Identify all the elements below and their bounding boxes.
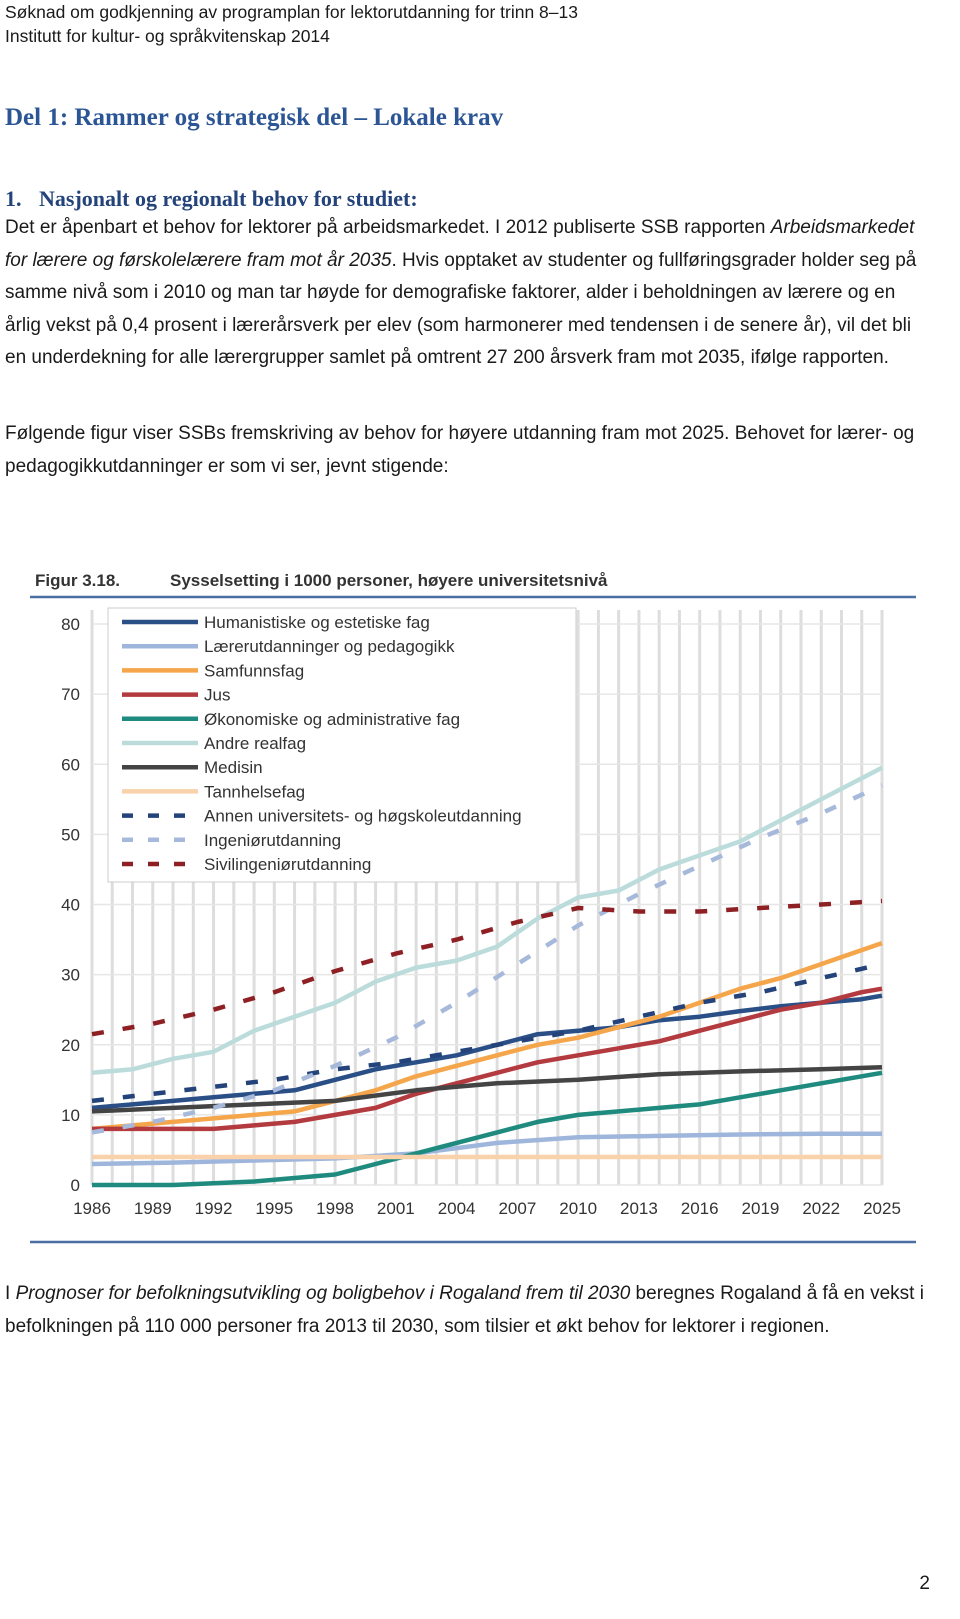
rogaland-text-a: I (5, 1283, 16, 1304)
legend-label: Økonomiske og administrative fag (204, 709, 461, 729)
y-tick-label: 0 (70, 1176, 80, 1195)
page-number: 2 (919, 1573, 930, 1594)
series-line (92, 1134, 882, 1164)
legend-label: Humanistiske og estetiske fag (204, 613, 430, 632)
legend-label: Andre realfag (204, 734, 307, 753)
y-tick-label: 80 (61, 615, 80, 635)
x-tick-label: 2007 (498, 1199, 537, 1218)
y-tick-label: 30 (61, 965, 80, 985)
section-title: Del 1: Rammer og strategisk del – Lokale krav (5, 104, 504, 131)
x-tick-label: 2001 (376, 1199, 415, 1218)
header-line-2: Institutt for kultur- og språkvitenskap 2014 (5, 26, 330, 46)
figure-label: Figur 3.18. (35, 571, 121, 590)
legend-label: Annen universitets- og høgskoleutdanning (204, 806, 522, 826)
chart-title: Sysselsetting i 1000 personer, høyere universitetsnivå (170, 571, 608, 590)
subsection-title: Nasjonalt og regionalt behov for studiet: (39, 186, 418, 211)
rogaland-paragraph (5, 1278, 945, 1343)
y-tick-label: 50 (61, 825, 80, 845)
x-tick-label: 1986 (73, 1199, 111, 1218)
intro-text-b: . Hvis opptaket av studenter og fullføringsgrader holder seg på samme nivå som i 2010 og man tar høyde for demografiske faktorer, alder i beholdningen av lærere og en årlig vekst på 0,4 prosent i lærerårsverk per elev (som harmonerer med tendensen i de senere år), vil det bli en underdekning for alle lærergrupper samlet på omtrent 27 200 årsverk fram mot 2035, ifølge rapporten. (5, 249, 917, 368)
x-tick-label: 2016 (680, 1199, 719, 1218)
x-tick-label: 1995 (255, 1199, 294, 1218)
subsection-number: 1. (5, 186, 22, 211)
subsection-heading (5, 186, 418, 212)
document-header (5, 0, 578, 48)
rogaland-text-b: beregnes Rogaland å få en vekst i befolkningen på 110 000 personer fra 2013 til 2030, som tilsier et økt behov for lektorer i regionen. (5, 1283, 924, 1337)
intro-paragraph (5, 212, 935, 375)
x-tick-label: 2010 (559, 1199, 598, 1218)
intro-text-a: Det er åpenbart et behov for lektorer på arbeidsmarkedet. I 2012 publiserte SSB rapporten (5, 217, 771, 238)
header-line-1: Søknad om godkjenning av programplan for lektorutdanning for trinn 8–13 (5, 2, 578, 22)
y-tick-label: 20 (61, 1035, 80, 1055)
x-tick-label: 1998 (316, 1199, 354, 1218)
x-tick-label: 2004 (437, 1199, 476, 1218)
legend-label: Samfunnsfag (204, 661, 305, 681)
legend-label: Sivilingeniørutdanning (204, 855, 372, 874)
legend-label: Tannhelsefag (204, 782, 306, 802)
prognosis-title: Prognoser for befolkningsutvikling og boligbehov i Rogaland frem til 2030 (15, 1283, 631, 1304)
legend-label: Ingeniørutdanning (204, 830, 342, 850)
chart-svg (30, 562, 920, 1252)
x-tick-label: 2022 (802, 1199, 841, 1218)
x-tick-label: 1989 (133, 1199, 172, 1218)
employment-chart (30, 562, 920, 1252)
figure-intro-paragraph: Følgende figur viser SSBs fremskriving av behov for høyere utdanning fram mot 2025. Behovet for lærer- og pedagogikkutdanninger er som vi ser, jevnt stigende: (5, 423, 915, 477)
y-tick-label: 10 (61, 1105, 80, 1125)
y-tick-label: 40 (61, 895, 80, 915)
series-line (92, 943, 882, 1129)
legend-label: Medisin (204, 758, 263, 778)
legend-label: Jus (204, 685, 231, 705)
y-tick-label: 60 (61, 755, 80, 775)
y-tick-label: 70 (61, 685, 80, 705)
legend-label: Lærerutdanninger og pedagogikk (204, 637, 455, 657)
x-tick-label: 2019 (741, 1199, 780, 1218)
report-title: Arbeidsmarkedet for lærere og førskolelærere fram mot år 2035 (5, 217, 915, 271)
x-tick-label: 2013 (620, 1199, 658, 1218)
x-tick-label: 2025 (863, 1199, 901, 1218)
x-tick-label: 1992 (194, 1199, 233, 1218)
